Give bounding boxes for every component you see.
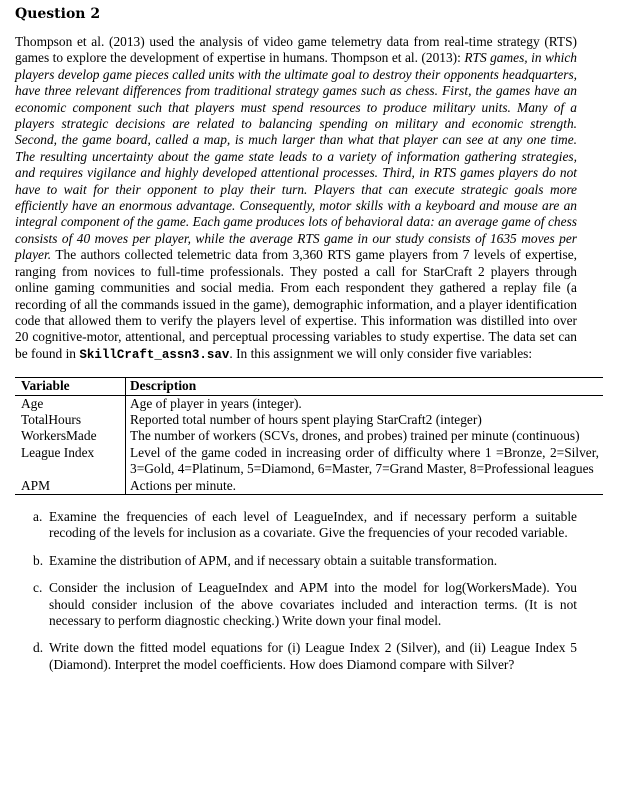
table-row <box>15 478 603 495</box>
question-item-c <box>33 580 577 629</box>
question-list <box>15 509 577 673</box>
variable-cell: TotalHours <box>15 412 126 428</box>
intro-text-2: The authors collected telemetric data from 3,360 RTS game players from 7 levels of expertise, ranging from novices to full-time professionals. They posted a call for StarCraft 2 players through online gaming communities and social media. From each respondent they gathered a replay file (a recording of all the commands issued in the game), demographic information, and a player identification code that allowed them to verify the players level of expertise. This information was distilled into over 20 cognitive-motor, attentional, and perceptual processing variables to study expertise. The data set can be found in <box>15 247 577 361</box>
description-cell: The number of workers (SCVs, drones, and probes) trained per minute (continuous) <box>130 428 580 444</box>
question-title: Question 2 <box>15 6 101 22</box>
variables-table <box>15 377 603 495</box>
question-marker: a. <box>33 508 43 524</box>
dataset-filename: SkillCraft_assn3.sav <box>79 347 230 362</box>
intro-quote: RTS games, in which players develop game pieces called units with the ultimate goal to destroy their opponents headquarters, have three relevant differences from traditional strategy games such as chess. First, the games have an economic component such that players must spend resources to produce military units. Many of a players strategic decisions are related to balancing spending on military and economic strength. Second, the game board, called a map, is much larger than what that player can see at any one time. The resulting uncertainty about the game state leads to a variety of information gathering strategies, and requires vigilance and highly developed attentional processes. Third, in RTS games players do not have to wait for their opponent to play their turn. Players that can execute strategic goals more efficiently have an enormous advantage. Consequently, motor skills with a keyboard and mouse are an integral component of the game. Each game produces lots of behavioral data: an average game of chess consists of 40 moves per player, while the average RTS game in our study consists of 1635 moves per player. <box>15 50 577 263</box>
question-marker: d. <box>33 640 44 656</box>
intro-text-1: Thompson et al. (2013) used the analysis of video game telemetry data from real-time strategy (RTS) games to explore the development of expertise in humans. Thompson et al. (2013): <box>15 34 577 66</box>
header-variable: Variable <box>15 378 126 395</box>
variable-cell: APM <box>15 478 126 495</box>
question-item-b <box>33 552 577 569</box>
intro-paragraph <box>15 34 577 363</box>
table-row <box>15 445 603 478</box>
description-cell: Reported total number of hours spent playing StarCraft2 (integer) <box>130 411 482 427</box>
question-text: Write down the fitted model equations for (i) League Index 2 (Silver), and (ii) League Index 5 (Diamond). Interpret the model coefficients. How does Diamond compare with Silver? <box>49 640 577 672</box>
intro-text-3: . In this assignment we will only consider five variables: <box>229 345 533 361</box>
description-cell: Level of the game coded in increasing order of difficulty where 1 =Bronze, 2=Silver, 3=Gold, 4=Platinum, 5=Diamond, 6=Master, 7=Grand Master, 8=Professional leagues <box>130 444 599 477</box>
variable-cell: WorkersMade <box>15 428 126 444</box>
table-header-row <box>15 378 603 395</box>
question-item-d <box>33 640 577 673</box>
table-row <box>15 412 603 428</box>
question-marker: c. <box>33 580 43 596</box>
table-row <box>15 395 603 412</box>
description-cell: Actions per minute. <box>126 478 604 495</box>
variable-cell: Age <box>15 395 126 412</box>
question-item-a <box>33 508 577 542</box>
question-text: Examine the distribution of APM, and if necessary obtain a suitable transformation. <box>49 552 498 568</box>
question-marker: b. <box>33 552 44 568</box>
question-text: Consider the inclusion of LeagueIndex and APM into the model for log(WorkersMade). You should consider inclusion of the above covariates included and interaction terms. (It is not necessary to perform diagnostic checking.) Write down your final model. <box>49 580 577 628</box>
header-description: Description <box>126 378 604 395</box>
description-cell: Age of player in years (integer). <box>130 395 302 411</box>
question-text: Examine the frequencies of each level of LeagueIndex, and if necessary perform a suitable recoding of the levels for inclusion as a covariate. Give the frequencies of your recoded variable. <box>49 508 577 541</box>
table-row <box>15 428 603 444</box>
variable-cell: League Index <box>15 445 126 478</box>
